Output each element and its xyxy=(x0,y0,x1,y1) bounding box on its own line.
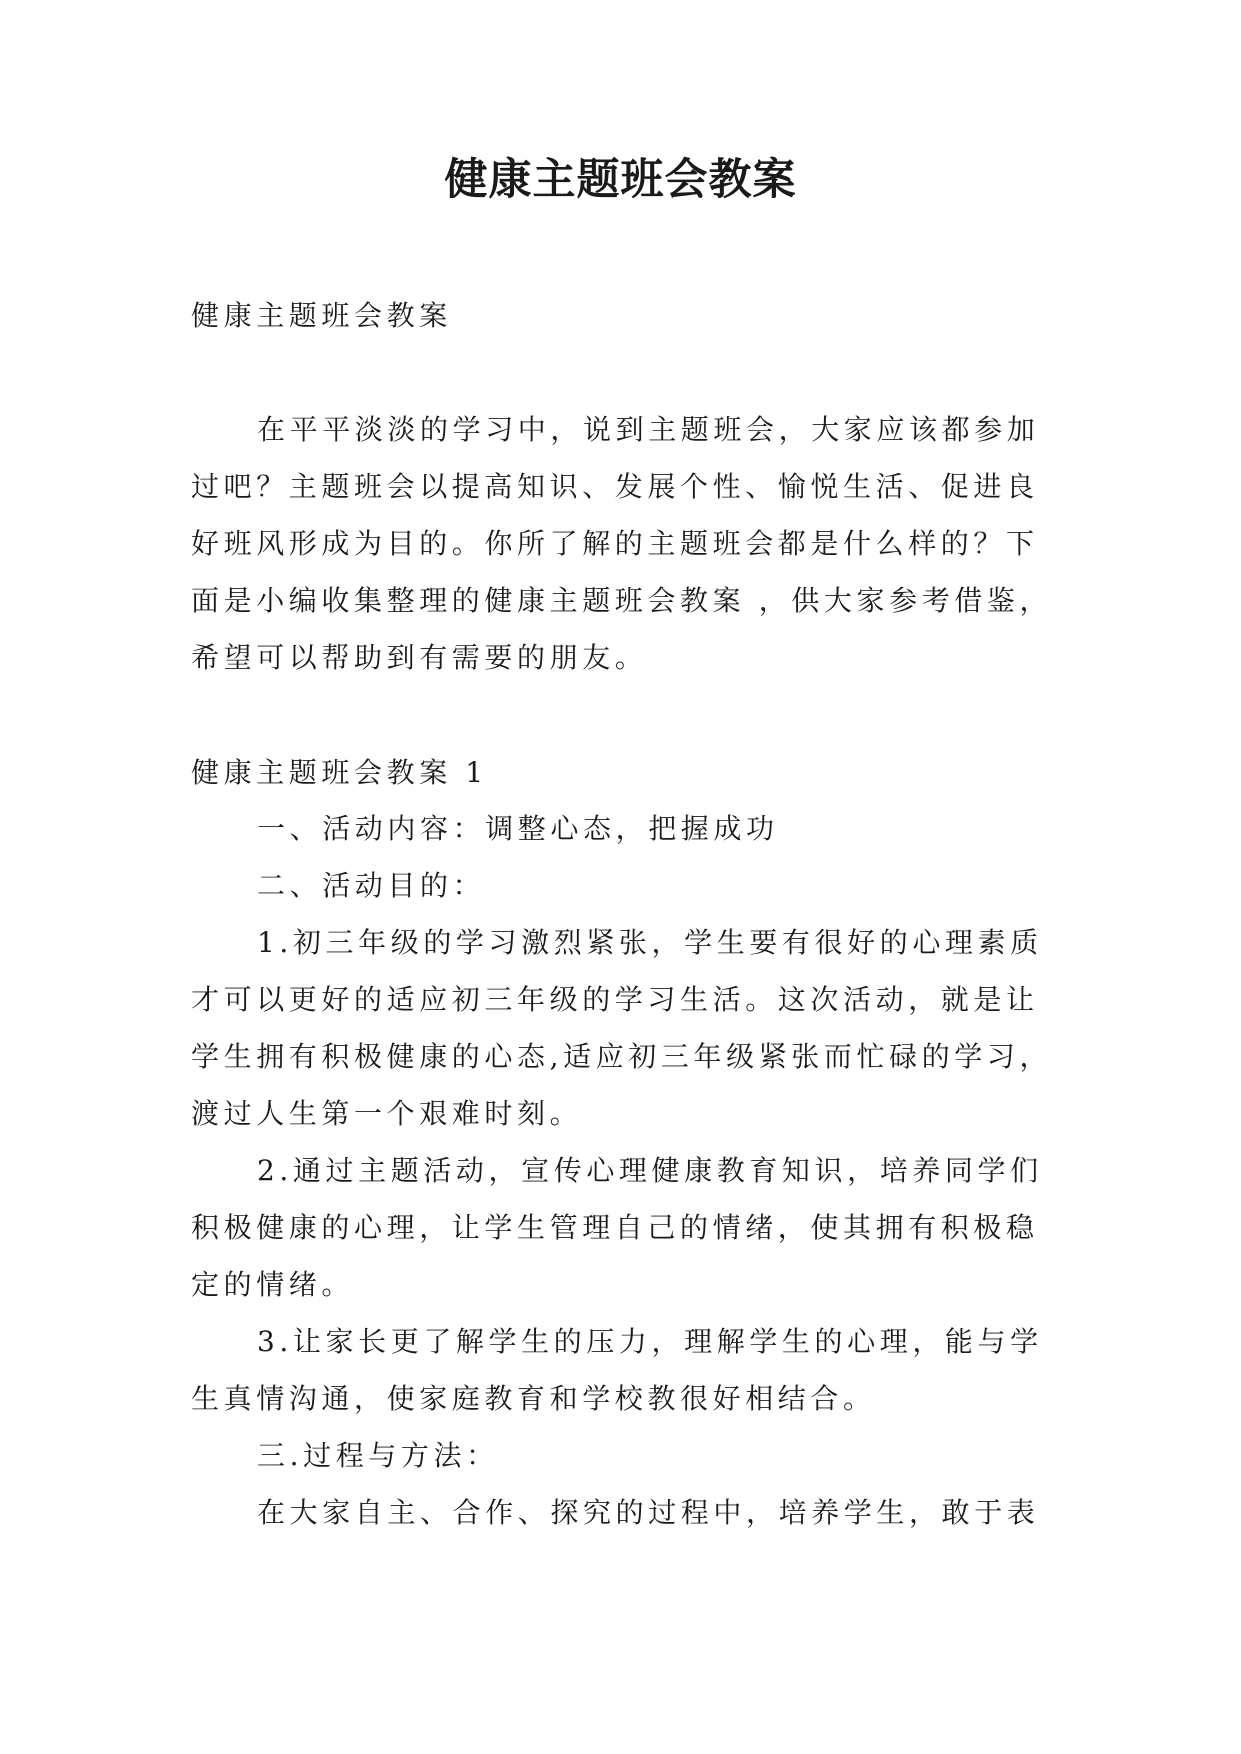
goal-paragraph-2: 2.通过主题活动，宣传心理健康教育知识，培养同学们积极健康的心理，让学生管理自己的情绪，使其拥有积极稳定的情绪。 xyxy=(191,1154,1043,1301)
process-heading: 三.过程与方法： xyxy=(257,1439,499,1472)
document-title: 健康主题班会教案 xyxy=(444,155,797,205)
goal-paragraph-1: 1.初三年级的学习激烈紧张，学生要有很好的心理素质才可以更好的适应初三年级的学习生活。这次活动，就是让学生拥有积极健康的心态,适应初三年级紧张而忙碌的学习，渡过人生第一个艰难时刻。 xyxy=(191,926,1053,1130)
process-paragraph: 在大家自主、合作、探究的过程中，培养学生，敢于表 xyxy=(257,1496,1040,1529)
goal-paragraph-3: 3.让家长更了解学生的压力，理解学生的心理，能与学生真情沟通，使家庭教育和学校教很好相结合。 xyxy=(191,1325,1043,1415)
activity-goal-heading: 二、活动目的： xyxy=(257,869,486,902)
document-subtitle: 健康主题班会教案 xyxy=(191,299,452,332)
activity-content-line: 一、活动内容：调整心态，把握成功 xyxy=(257,812,779,845)
intro-paragraph: 在平平淡淡的学习中，说到主题班会，大家应该都参加过吧？主题班会以提高知识、发展个性、愉悦生活、促进良好班风形成为目的。你所了解的主题班会都是什么样的？下面是小编收集整理的健康主题班会教案 ，供大家参考借鉴，希望可以帮助到有需要的朋友。 xyxy=(191,413,1053,674)
section-heading: 健康主题班会教案 1 xyxy=(191,756,488,789)
